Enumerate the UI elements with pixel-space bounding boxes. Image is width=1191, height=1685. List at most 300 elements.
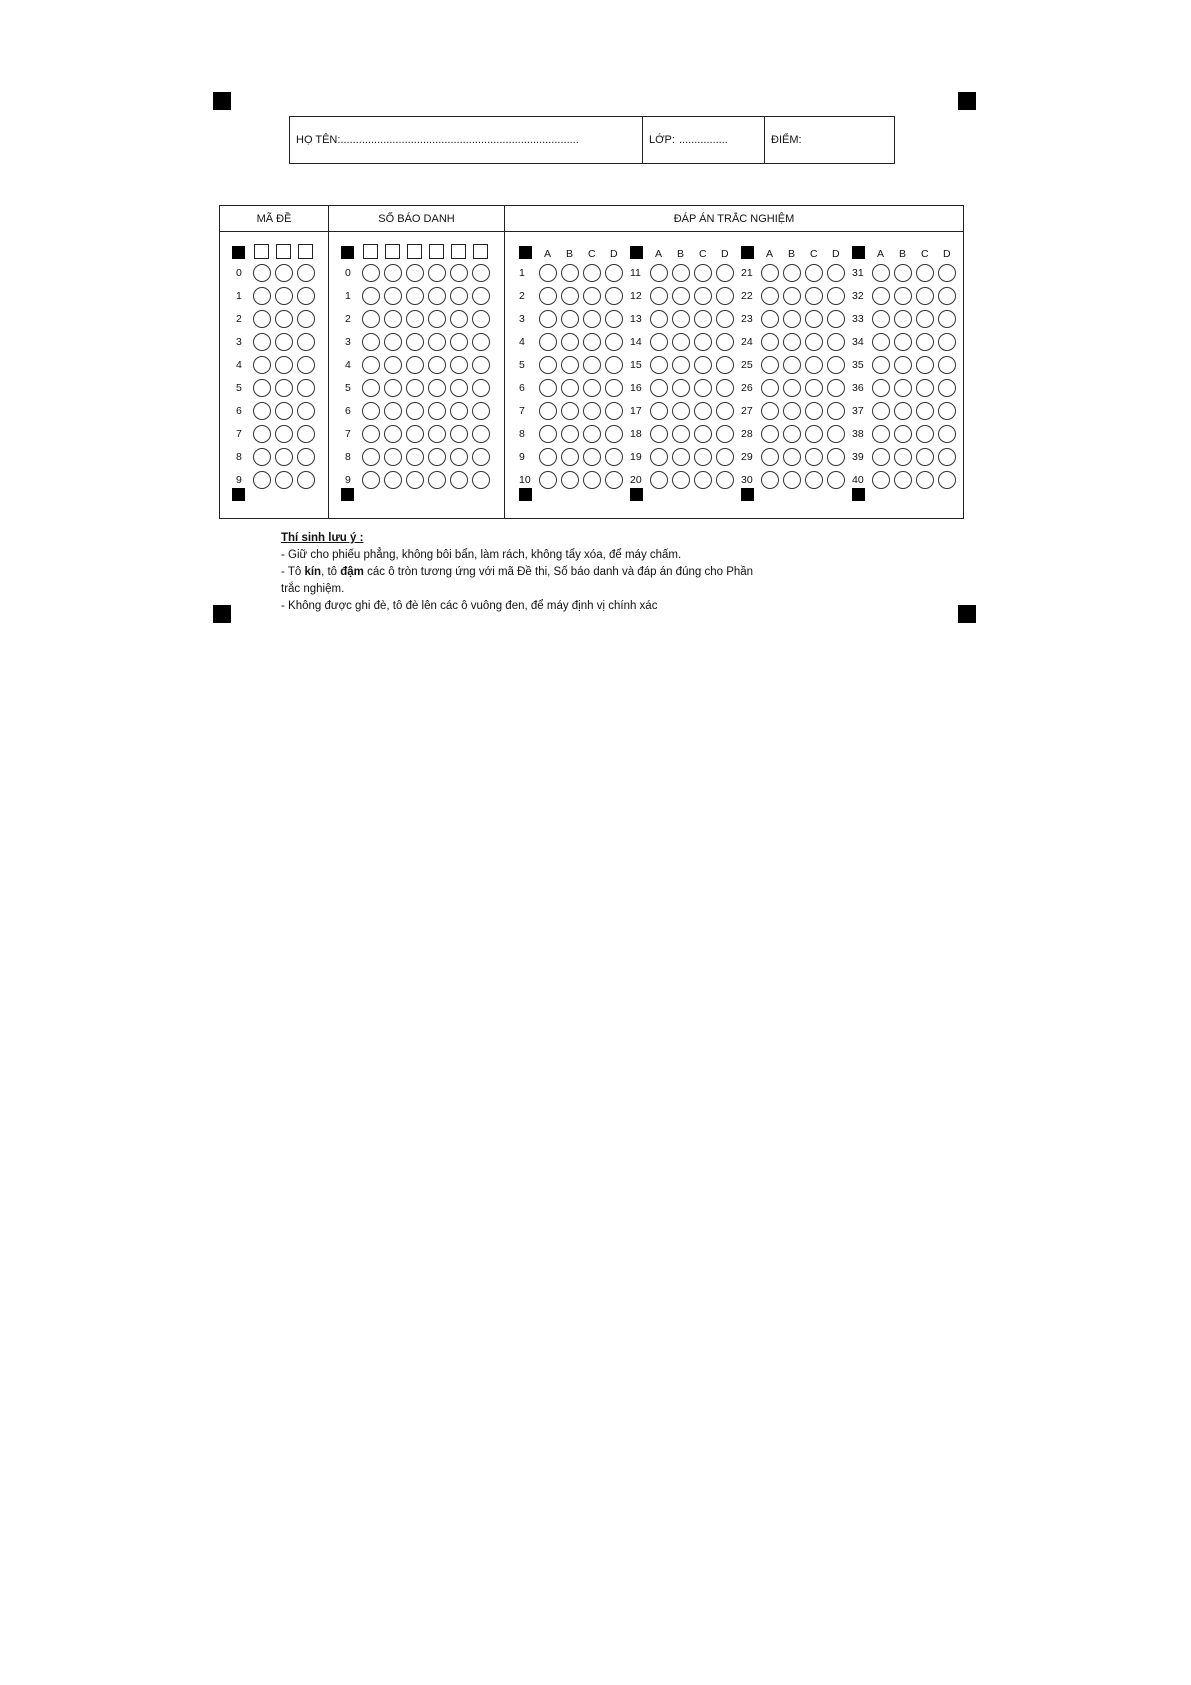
- exam-code-digit-label: 6: [236, 405, 242, 417]
- answer-bubble-b[interactable]: [672, 264, 690, 282]
- exam-code-bubble[interactable]: [275, 402, 293, 420]
- answer-bubble-b[interactable]: [561, 264, 579, 282]
- question-number: 2: [519, 290, 525, 302]
- answer-bubble-c[interactable]: [916, 425, 934, 443]
- candidate-number-bubble[interactable]: [384, 287, 402, 305]
- answer-bubble-c[interactable]: [805, 425, 823, 443]
- answer-bubble-c[interactable]: [583, 333, 601, 351]
- answer-bubble-b[interactable]: [894, 402, 912, 420]
- answer-bubble-c[interactable]: [694, 333, 712, 351]
- candidate-number-bubble[interactable]: [406, 333, 424, 351]
- answer-bubble-d[interactable]: [938, 287, 956, 305]
- answer-bubble-d[interactable]: [938, 448, 956, 466]
- candidate-number-bubble[interactable]: [450, 287, 468, 305]
- answer-bubble-d[interactable]: [605, 379, 623, 397]
- answers-anchor-top: [630, 246, 643, 259]
- answer-bubble-d[interactable]: [827, 425, 845, 443]
- answer-bubble-c[interactable]: [916, 448, 934, 466]
- candidate-number-bubble[interactable]: [384, 379, 402, 397]
- answer-bubble-c[interactable]: [583, 448, 601, 466]
- answer-bubble-b[interactable]: [561, 402, 579, 420]
- choice-header-a: A: [544, 248, 552, 260]
- answer-bubble-b[interactable]: [672, 287, 690, 305]
- answer-bubble-c[interactable]: [805, 287, 823, 305]
- candidate-number-digit-label: 9: [345, 474, 351, 486]
- answer-bubble-d[interactable]: [716, 448, 734, 466]
- exam-code-bubble[interactable]: [297, 471, 315, 489]
- answer-bubble-a[interactable]: [872, 402, 890, 420]
- answer-bubble-c[interactable]: [916, 310, 934, 328]
- answer-bubble-a[interactable]: [650, 310, 668, 328]
- answer-bubble-c[interactable]: [916, 356, 934, 374]
- answer-bubble-b[interactable]: [783, 310, 801, 328]
- answers-section: [504, 206, 963, 518]
- answer-bubble-a[interactable]: [761, 471, 779, 489]
- candidate-number-bubble[interactable]: [472, 310, 490, 328]
- question-number: 29: [741, 451, 753, 463]
- answer-bubble-d[interactable]: [605, 425, 623, 443]
- candidate-number-bubble[interactable]: [450, 310, 468, 328]
- answer-bubble-d[interactable]: [827, 379, 845, 397]
- candidate-number-bubble[interactable]: [362, 425, 380, 443]
- candidate-number-bubble[interactable]: [428, 402, 446, 420]
- choice-header-d: D: [610, 248, 618, 260]
- candidate-number-bubble[interactable]: [362, 448, 380, 466]
- candidate-number-bubble[interactable]: [450, 471, 468, 489]
- answer-bubble-a[interactable]: [761, 448, 779, 466]
- exam-code-bubble[interactable]: [253, 333, 271, 351]
- answer-bubble-d[interactable]: [938, 310, 956, 328]
- answer-bubble-b[interactable]: [894, 471, 912, 489]
- answer-bubble-d[interactable]: [716, 356, 734, 374]
- answer-bubble-c[interactable]: [583, 402, 601, 420]
- answer-bubble-c[interactable]: [694, 448, 712, 466]
- answer-bubble-d[interactable]: [605, 333, 623, 351]
- candidate-number-bubble[interactable]: [406, 448, 424, 466]
- answer-bubble-a[interactable]: [539, 425, 557, 443]
- candidate-number-bubble[interactable]: [472, 448, 490, 466]
- answer-bubble-d[interactable]: [716, 310, 734, 328]
- answer-bubble-a[interactable]: [761, 379, 779, 397]
- candidate-number-bubble[interactable]: [384, 402, 402, 420]
- note-line-2-c: các ô tròn tương ứng với mã Đề thi, Số báo danh và đáp án đúng cho Phần: [363, 566, 754, 578]
- answer-bubble-d[interactable]: [827, 310, 845, 328]
- answer-bubble-d[interactable]: [716, 333, 734, 351]
- answer-bubble-a[interactable]: [650, 333, 668, 351]
- answer-bubble-d[interactable]: [827, 402, 845, 420]
- exam-code-bubble[interactable]: [275, 448, 293, 466]
- answer-bubble-b[interactable]: [894, 287, 912, 305]
- class-cell[interactable]: [642, 117, 764, 163]
- answer-bubble-a[interactable]: [650, 264, 668, 282]
- candidate-number-bubble[interactable]: [384, 448, 402, 466]
- choice-header-c: C: [810, 248, 818, 260]
- exam-code-bubble[interactable]: [253, 448, 271, 466]
- answer-bubble-b[interactable]: [672, 333, 690, 351]
- question-number: 5: [519, 359, 525, 371]
- candidate-number-bubble[interactable]: [450, 356, 468, 374]
- exam-code-bubble[interactable]: [253, 471, 271, 489]
- candidate-number-digit-label: 0: [345, 267, 351, 279]
- answer-bubble-c[interactable]: [805, 471, 823, 489]
- candidate-number-bubble[interactable]: [384, 356, 402, 374]
- answer-bubble-a[interactable]: [872, 448, 890, 466]
- exam-code-digit-label: 8: [236, 451, 242, 463]
- answers-anchor-top: [852, 246, 865, 259]
- exam-code-write-box[interactable]: [298, 244, 313, 259]
- answer-bubble-d[interactable]: [938, 333, 956, 351]
- candidate-number-bubble[interactable]: [428, 310, 446, 328]
- answer-bubble-a[interactable]: [872, 287, 890, 305]
- answer-bubble-c[interactable]: [694, 379, 712, 397]
- answer-bubble-d[interactable]: [938, 425, 956, 443]
- answer-bubble-c[interactable]: [583, 379, 601, 397]
- answer-bubble-b[interactable]: [561, 425, 579, 443]
- answer-bubble-a[interactable]: [761, 333, 779, 351]
- answer-bubble-b[interactable]: [561, 356, 579, 374]
- exam-code-bubble[interactable]: [275, 287, 293, 305]
- answer-bubble-d[interactable]: [605, 402, 623, 420]
- candidate-number-bubble[interactable]: [384, 333, 402, 351]
- answer-bubble-c[interactable]: [805, 402, 823, 420]
- answer-bubble-b[interactable]: [561, 333, 579, 351]
- answer-bubble-a[interactable]: [539, 356, 557, 374]
- answer-bubble-b[interactable]: [561, 287, 579, 305]
- answer-bubble-b[interactable]: [783, 264, 801, 282]
- answer-bubble-b[interactable]: [783, 287, 801, 305]
- candidate-number-write-box[interactable]: [429, 244, 444, 259]
- candidate-number-digit-label: 2: [345, 313, 351, 325]
- answer-bubble-d[interactable]: [716, 425, 734, 443]
- exam-code-bubble[interactable]: [253, 264, 271, 282]
- answer-bubble-c[interactable]: [805, 310, 823, 328]
- answer-bubble-d[interactable]: [938, 402, 956, 420]
- exam-code-bubble[interactable]: [253, 425, 271, 443]
- candidate-number-bubble[interactable]: [450, 425, 468, 443]
- answer-bubble-c[interactable]: [916, 379, 934, 397]
- question-number: 22: [741, 290, 753, 302]
- answer-bubble-c[interactable]: [694, 471, 712, 489]
- candidate-number-bubble[interactable]: [384, 471, 402, 489]
- answer-bubble-d[interactable]: [605, 471, 623, 489]
- answer-bubble-d[interactable]: [605, 310, 623, 328]
- candidate-number-bubble[interactable]: [472, 425, 490, 443]
- candidate-number-digit-label: 3: [345, 336, 351, 348]
- candidate-number-bubble[interactable]: [450, 379, 468, 397]
- answer-bubble-c[interactable]: [805, 264, 823, 282]
- answer-bubble-a[interactable]: [761, 287, 779, 305]
- answer-bubble-a[interactable]: [539, 448, 557, 466]
- answer-bubble-c[interactable]: [805, 356, 823, 374]
- answer-bubble-a[interactable]: [650, 402, 668, 420]
- answer-bubble-b[interactable]: [783, 402, 801, 420]
- exam-code-digit-label: 2: [236, 313, 242, 325]
- exam-code-bubble[interactable]: [297, 402, 315, 420]
- candidate-number-bubble[interactable]: [362, 333, 380, 351]
- answer-bubble-c[interactable]: [805, 448, 823, 466]
- candidate-number-bubble[interactable]: [472, 471, 490, 489]
- answer-bubble-b[interactable]: [894, 425, 912, 443]
- candidate-number-write-box[interactable]: [451, 244, 466, 259]
- candidate-number-anchor-bottom: [341, 488, 354, 501]
- candidate-notes: [281, 530, 881, 615]
- exam-code-bubble[interactable]: [275, 264, 293, 282]
- answer-bubble-d[interactable]: [716, 287, 734, 305]
- answer-bubble-c[interactable]: [583, 264, 601, 282]
- answer-bubble-a[interactable]: [539, 379, 557, 397]
- answer-bubble-a[interactable]: [872, 356, 890, 374]
- exam-code-write-box[interactable]: [254, 244, 269, 259]
- candidate-number-digit-label: 6: [345, 405, 351, 417]
- answer-bubble-a[interactable]: [539, 402, 557, 420]
- answer-bubble-d[interactable]: [716, 264, 734, 282]
- candidate-number-bubble[interactable]: [384, 425, 402, 443]
- exam-code-bubble[interactable]: [297, 425, 315, 443]
- answer-bubble-c[interactable]: [916, 471, 934, 489]
- candidate-number-bubble[interactable]: [406, 356, 424, 374]
- answer-bubble-b[interactable]: [672, 402, 690, 420]
- answer-bubble-a[interactable]: [539, 333, 557, 351]
- answer-bubble-c[interactable]: [694, 287, 712, 305]
- candidate-number-bubble[interactable]: [472, 379, 490, 397]
- exam-code-bubble[interactable]: [253, 402, 271, 420]
- candidate-number-bubble[interactable]: [472, 264, 490, 282]
- answer-bubble-c[interactable]: [805, 333, 823, 351]
- answer-bubble-a[interactable]: [650, 425, 668, 443]
- answer-bubble-b[interactable]: [894, 310, 912, 328]
- candidate-number-write-box[interactable]: [385, 244, 400, 259]
- answer-bubble-a[interactable]: [539, 264, 557, 282]
- answer-bubble-a[interactable]: [872, 425, 890, 443]
- answer-bubble-b[interactable]: [672, 471, 690, 489]
- answer-bubble-b[interactable]: [894, 356, 912, 374]
- exam-code-bubble[interactable]: [297, 264, 315, 282]
- answer-bubble-a[interactable]: [872, 310, 890, 328]
- answer-bubble-b[interactable]: [894, 379, 912, 397]
- answer-bubble-d[interactable]: [827, 287, 845, 305]
- answer-bubble-c[interactable]: [694, 264, 712, 282]
- note-line-1: - Giữ cho phiếu phẳng, không bôi bẩn, làm rách, không tẩy xóa, để máy chấm.: [281, 549, 682, 561]
- candidate-number-write-box[interactable]: [363, 244, 378, 259]
- answer-bubble-b[interactable]: [783, 333, 801, 351]
- candidate-number-bubble[interactable]: [406, 402, 424, 420]
- candidate-number-bubble[interactable]: [472, 402, 490, 420]
- candidate-number-bubble[interactable]: [450, 264, 468, 282]
- candidate-number-bubble[interactable]: [406, 264, 424, 282]
- exam-code-bubble[interactable]: [297, 448, 315, 466]
- answer-bubble-a[interactable]: [650, 379, 668, 397]
- exam-code-bubble[interactable]: [275, 425, 293, 443]
- candidate-number-bubble[interactable]: [428, 448, 446, 466]
- question-number: 37: [852, 405, 864, 417]
- question-number: 14: [630, 336, 642, 348]
- exam-code-write-box[interactable]: [276, 244, 291, 259]
- candidate-number-bubble[interactable]: [472, 356, 490, 374]
- answer-sheet: [219, 205, 964, 519]
- exam-code-bubble[interactable]: [253, 287, 271, 305]
- question-number: 24: [741, 336, 753, 348]
- candidate-number-bubble[interactable]: [428, 471, 446, 489]
- candidate-number-bubble[interactable]: [406, 471, 424, 489]
- candidate-number-bubble[interactable]: [428, 264, 446, 282]
- answer-bubble-c[interactable]: [583, 287, 601, 305]
- answer-bubble-d[interactable]: [716, 379, 734, 397]
- answer-bubble-a[interactable]: [761, 356, 779, 374]
- answer-bubble-b[interactable]: [672, 379, 690, 397]
- answer-bubble-a[interactable]: [650, 356, 668, 374]
- exam-code-bubble[interactable]: [275, 379, 293, 397]
- answer-bubble-a[interactable]: [650, 448, 668, 466]
- answer-bubble-a[interactable]: [872, 379, 890, 397]
- exam-code-bubble[interactable]: [297, 287, 315, 305]
- candidate-number-bubble[interactable]: [450, 402, 468, 420]
- answer-bubble-d[interactable]: [827, 471, 845, 489]
- answer-bubble-d[interactable]: [938, 379, 956, 397]
- answer-bubble-d[interactable]: [827, 264, 845, 282]
- answer-bubble-a[interactable]: [761, 264, 779, 282]
- answer-bubble-b[interactable]: [561, 448, 579, 466]
- candidate-number-bubble[interactable]: [362, 379, 380, 397]
- answer-bubble-c[interactable]: [916, 264, 934, 282]
- answer-bubble-c[interactable]: [694, 425, 712, 443]
- answer-bubble-d[interactable]: [938, 356, 956, 374]
- candidate-number-bubble[interactable]: [428, 356, 446, 374]
- exam-code-digit-label: 0: [236, 267, 242, 279]
- answer-bubble-c[interactable]: [805, 379, 823, 397]
- candidate-number-bubble[interactable]: [472, 287, 490, 305]
- answer-bubble-a[interactable]: [761, 425, 779, 443]
- question-number: 39: [852, 451, 864, 463]
- exam-code-bubble[interactable]: [275, 356, 293, 374]
- candidate-number-bubble[interactable]: [384, 310, 402, 328]
- candidate-number-bubble[interactable]: [428, 425, 446, 443]
- answer-bubble-d[interactable]: [605, 264, 623, 282]
- answer-bubble-d[interactable]: [716, 471, 734, 489]
- candidate-number-bubble[interactable]: [428, 379, 446, 397]
- exam-code-bubble[interactable]: [253, 379, 271, 397]
- answer-bubble-b[interactable]: [783, 379, 801, 397]
- answer-bubble-d[interactable]: [827, 448, 845, 466]
- answer-bubble-b[interactable]: [561, 379, 579, 397]
- question-number: 13: [630, 313, 642, 325]
- answer-bubble-b[interactable]: [672, 425, 690, 443]
- candidate-number-bubble[interactable]: [362, 310, 380, 328]
- candidate-number-bubble[interactable]: [450, 333, 468, 351]
- question-number: 35: [852, 359, 864, 371]
- answer-bubble-b[interactable]: [672, 310, 690, 328]
- answer-bubble-d[interactable]: [827, 333, 845, 351]
- answer-bubble-a[interactable]: [650, 471, 668, 489]
- candidate-number-bubble[interactable]: [384, 264, 402, 282]
- exam-code-bubble[interactable]: [275, 333, 293, 351]
- answer-bubble-a[interactable]: [539, 310, 557, 328]
- candidate-number-bubble[interactable]: [362, 471, 380, 489]
- exam-code-bubble[interactable]: [275, 310, 293, 328]
- answer-bubble-a[interactable]: [761, 310, 779, 328]
- answer-bubble-b[interactable]: [894, 448, 912, 466]
- candidate-number-bubble[interactable]: [428, 333, 446, 351]
- exam-code-bubble[interactable]: [275, 471, 293, 489]
- name-cell[interactable]: [290, 117, 642, 163]
- answer-bubble-a[interactable]: [872, 333, 890, 351]
- candidate-number-bubble[interactable]: [362, 402, 380, 420]
- answer-bubble-b[interactable]: [894, 333, 912, 351]
- answer-bubble-c[interactable]: [583, 310, 601, 328]
- answer-bubble-b[interactable]: [783, 471, 801, 489]
- candidate-number-bubble[interactable]: [362, 287, 380, 305]
- choice-header-a: A: [655, 248, 663, 260]
- answer-bubble-b[interactable]: [672, 356, 690, 374]
- answer-bubble-c[interactable]: [583, 425, 601, 443]
- exam-code-bubble[interactable]: [253, 310, 271, 328]
- exam-code-bubble[interactable]: [297, 310, 315, 328]
- answer-bubble-c[interactable]: [694, 310, 712, 328]
- exam-code-bubble[interactable]: [253, 356, 271, 374]
- answer-bubble-a[interactable]: [539, 471, 557, 489]
- answer-bubble-b[interactable]: [561, 471, 579, 489]
- exam-code-digit-label: 7: [236, 428, 242, 440]
- question-number: 25: [741, 359, 753, 371]
- candidate-number-bubble[interactable]: [472, 333, 490, 351]
- answer-bubble-c[interactable]: [916, 402, 934, 420]
- candidate-number-bubble[interactable]: [450, 448, 468, 466]
- answer-bubble-b[interactable]: [672, 448, 690, 466]
- answer-bubble-b[interactable]: [783, 356, 801, 374]
- answer-bubble-c[interactable]: [583, 471, 601, 489]
- answer-bubble-d[interactable]: [605, 287, 623, 305]
- answer-bubble-d[interactable]: [605, 448, 623, 466]
- answer-bubble-b[interactable]: [894, 264, 912, 282]
- candidate-number-write-box[interactable]: [407, 244, 422, 259]
- answer-bubble-d[interactable]: [938, 264, 956, 282]
- answer-bubble-a[interactable]: [650, 287, 668, 305]
- answer-bubble-b[interactable]: [783, 425, 801, 443]
- choice-header-c: C: [588, 248, 596, 260]
- exam-code-bubble[interactable]: [297, 333, 315, 351]
- candidate-number-bubble[interactable]: [362, 356, 380, 374]
- candidate-number-bubble[interactable]: [406, 310, 424, 328]
- exam-code-bubble[interactable]: [297, 379, 315, 397]
- candidate-number-bubble[interactable]: [362, 264, 380, 282]
- answer-bubble-d[interactable]: [605, 356, 623, 374]
- candidate-number-bubble[interactable]: [406, 287, 424, 305]
- answer-bubble-c[interactable]: [694, 356, 712, 374]
- answer-bubble-a[interactable]: [872, 264, 890, 282]
- candidate-number-bubble[interactable]: [428, 287, 446, 305]
- candidate-number-bubble[interactable]: [406, 379, 424, 397]
- answer-bubble-c[interactable]: [583, 356, 601, 374]
- exam-code-bubble[interactable]: [297, 356, 315, 374]
- answer-bubble-a[interactable]: [539, 287, 557, 305]
- answer-bubble-b[interactable]: [561, 310, 579, 328]
- answer-bubble-d[interactable]: [716, 402, 734, 420]
- candidate-number-bubble[interactable]: [406, 425, 424, 443]
- choice-header-b: B: [899, 248, 907, 260]
- question-number: 30: [741, 474, 753, 486]
- answer-bubble-c[interactable]: [916, 333, 934, 351]
- candidate-number-section: [328, 206, 504, 518]
- score-cell[interactable]: [764, 117, 894, 163]
- question-number: 11: [630, 267, 641, 279]
- answer-bubble-c[interactable]: [916, 287, 934, 305]
- answer-bubble-a[interactable]: [761, 402, 779, 420]
- answer-bubble-c[interactable]: [694, 402, 712, 420]
- answer-bubble-a[interactable]: [872, 471, 890, 489]
- candidate-number-write-box[interactable]: [473, 244, 488, 259]
- answer-bubble-d[interactable]: [827, 356, 845, 374]
- answer-bubble-b[interactable]: [783, 448, 801, 466]
- answer-bubble-d[interactable]: [938, 471, 956, 489]
